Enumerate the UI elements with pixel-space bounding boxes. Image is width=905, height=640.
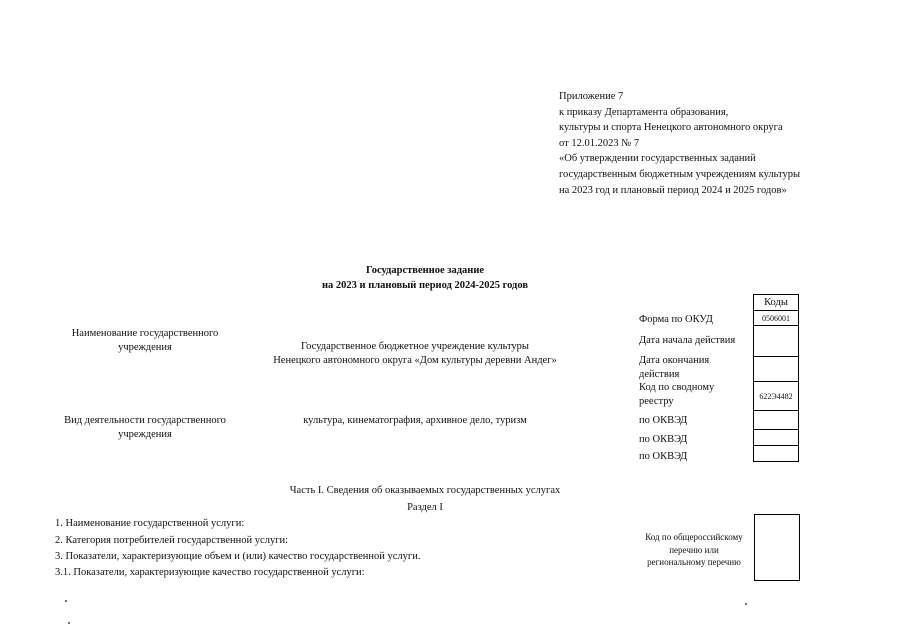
scan-speck: [745, 603, 747, 605]
appendix-line: культуры и спорта Ненецкого автономного округа: [559, 122, 783, 134]
appendix-line: государственным бюджетным учреждениям культуры: [559, 168, 801, 180]
item-quality-indicators: 3.1. Показатели, характеризующие качество государственной услуги:: [55, 567, 365, 578]
label-registry-line1: Код по сводному: [639, 382, 715, 393]
institution-label-line2: учреждения: [118, 342, 172, 353]
item-consumer-category: 2. Категория потребителей государственной услуги:: [55, 535, 289, 546]
label-okved-2: по ОКВЭД: [639, 434, 688, 445]
activity-label: [40, 414, 250, 442]
institution-label-line1: Наименование государственного: [71, 328, 219, 339]
code-okved-1: [754, 411, 799, 430]
codes-table: [753, 294, 799, 462]
registry-code-box: [754, 514, 800, 581]
registry-code-line1: Код по общероссийскому: [645, 532, 743, 542]
code-end-date: [754, 357, 799, 382]
institution-value-line1: Государственное бюджетное учреждение культуры: [301, 341, 529, 352]
document-title: [230, 263, 620, 293]
activity-label-line1: Вид деятельности государственного: [64, 415, 226, 426]
code-okved-2: [754, 430, 799, 446]
code-start-date: [754, 326, 799, 357]
appendix-header: [559, 89, 800, 198]
institution-value: [235, 340, 595, 368]
label-end-date: [639, 354, 709, 382]
item-indicators: 3. Показатели, характеризующие объем и (или) качество государственной услуги.: [55, 551, 421, 562]
document-title-line1: Государственное задание: [365, 265, 485, 276]
label-registry-line2: реестру: [639, 396, 674, 407]
appendix-line: от 12.01.2023 № 7: [559, 137, 640, 149]
registry-code-label: [633, 531, 755, 569]
scan-speck: [68, 622, 70, 624]
registry-code-line3: региональному перечню: [647, 557, 741, 567]
code-okved-3: [754, 446, 799, 462]
label-okved-3: по ОКВЭД: [639, 451, 688, 462]
item-service-name: 1. Наименование государственной услуги:: [55, 518, 245, 529]
appendix-line: к приказу Департамента образования,: [559, 106, 729, 118]
registry-code-line2: перечню или: [669, 544, 719, 555]
scan-speck: [65, 600, 67, 602]
document-title-line2: на 2023 и плановый период 2024-2025 годов: [321, 280, 529, 291]
label-okved-1: по ОКВЭД: [639, 415, 688, 426]
code-registry: 622Э4482: [754, 382, 799, 411]
activity-label-line2: учреждения: [118, 429, 172, 440]
appendix-line: «Об утверждении государственных заданий: [559, 153, 756, 165]
label-okud: Форма по ОКУД: [639, 314, 713, 325]
label-start-date: Дата начала действия: [639, 335, 736, 346]
section-title: Раздел I: [407, 502, 443, 513]
appendix-line: Приложение 7: [559, 91, 624, 102]
codes-header: Коды: [754, 295, 799, 311]
code-okud: 0506001: [754, 311, 799, 326]
part-title: Часть I. Сведения об оказываемых государственных услугах: [289, 485, 561, 496]
label-registry: [639, 381, 714, 409]
institution-label: [40, 327, 250, 355]
label-end-date-line1: Дата окончания: [639, 355, 710, 366]
label-end-date-line2: действия: [639, 369, 680, 380]
institution-value-line2: Ненецкого автономного округа «Дом культуры деревни Андег»: [273, 355, 557, 366]
activity-value: культура, кинематография, архивное дело, туризм: [303, 415, 527, 426]
appendix-line: на 2023 год и плановый период 2024 и 2025 годов»: [559, 184, 787, 196]
